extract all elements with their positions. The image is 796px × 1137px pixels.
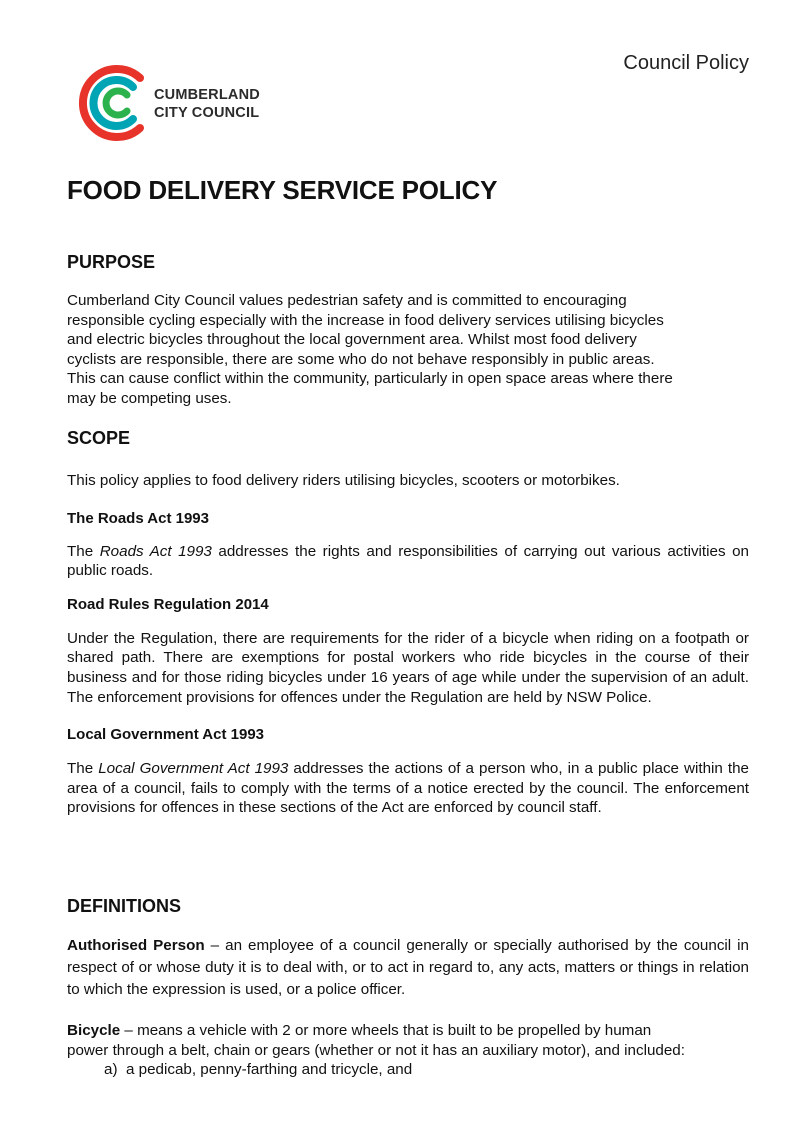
scope-heading: SCOPE (67, 428, 131, 448)
roads-act-text-pre: The (67, 542, 100, 560)
logo-line-1: CUMBERLAND (154, 87, 260, 103)
purpose-line: and electric bicycles throughout the local government area. Whilst most food delivery (67, 331, 637, 349)
council-logo-wordmark (154, 86, 260, 122)
road-rules-text: Under the Regulation, there are requirements for the rider of a bicycle when riding on a footpath or shared path. There are exemptions for postal workers who ride bicycles in the course of their business and for those riding bicycles under 16 years of age while under the supervision of an adult. The enforcement provisions for offences under the Regulation are held by NSW Police. (67, 629, 749, 706)
list-marker: a) (104, 1061, 118, 1079)
local-gov-text (67, 759, 749, 818)
council-logo (76, 63, 276, 143)
roads-act-text (67, 542, 749, 581)
roads-act-heading: The Roads Act 1993 (67, 509, 209, 527)
local-gov-italic: Local Government Act 1993 (98, 760, 289, 778)
definition-term: Authorised Person (67, 937, 205, 954)
list-item-text: a pedicab, penny-farthing and tricycle, and (125, 1061, 413, 1079)
purpose-line: Cumberland City Council values pedestrian safety and is committed to encouraging (67, 292, 627, 309)
road-rules-heading: Road Rules Regulation 2014 (67, 595, 269, 613)
scope-intro: This policy applies to food delivery riders utilising bicycles, scooters or motorbikes. (67, 472, 620, 489)
document-title: FOOD DELIVERY SERVICE POLICY (67, 175, 498, 205)
definition-term: Bicycle (67, 1022, 121, 1039)
scope-section (67, 428, 749, 818)
definition-text: – means a vehicle with 2 or more wheels that is built to be propelled by human (120, 1022, 652, 1039)
roads-act-italic: Roads Act 1993 (99, 542, 212, 560)
purpose-heading: PURPOSE (67, 252, 156, 272)
definition-list-item (67, 1060, 749, 1080)
purpose-line: cyclists are responsible, there are some who do not behave responsibly in public areas. (67, 350, 655, 368)
purpose-line: responsible cycling especially with the increase in food delivery services utilising bicycles (67, 311, 664, 329)
definition-authorised-person (67, 935, 749, 1001)
purpose-body (67, 291, 749, 409)
document-type-label: Council Policy (623, 52, 749, 74)
purpose-line: may be competing uses. (67, 389, 232, 407)
definition-bicycle-line: power through a belt, chain or gears (whether or not it has an auxiliary motor), and included: (67, 1041, 685, 1059)
logo-line-2: CITY COUNCIL (154, 105, 260, 121)
local-gov-text-post: addresses the actions of a person who, in a public place within the area of a council, fails to comply with the terms of a notice erected by the council. The enforcement provisions for offences in these sections of the Act are enforced by council staff. (67, 760, 749, 817)
purpose-section (67, 252, 749, 409)
roads-act-text-post: addresses the rights and responsibilities of carrying out various activities on public roads. (67, 542, 749, 580)
definitions-section (67, 896, 749, 1080)
local-gov-heading: Local Government Act 1993 (67, 726, 265, 744)
definitions-heading: DEFINITIONS (67, 896, 182, 916)
definition-text: – an employee of a council generally or specially authorised by the council in respect of or whose duty it is to deal with, or to act in regard to, any acts, matters or things in relation to which the expression is used, or a police officer. (67, 937, 749, 998)
purpose-line: This can cause conflict within the community, particularly in open space areas where there (67, 370, 673, 388)
local-gov-text-pre: The (67, 760, 99, 778)
definition-bicycle (67, 1021, 749, 1080)
council-logo-icon (76, 63, 150, 143)
definition-bicycle-line (67, 1021, 749, 1041)
